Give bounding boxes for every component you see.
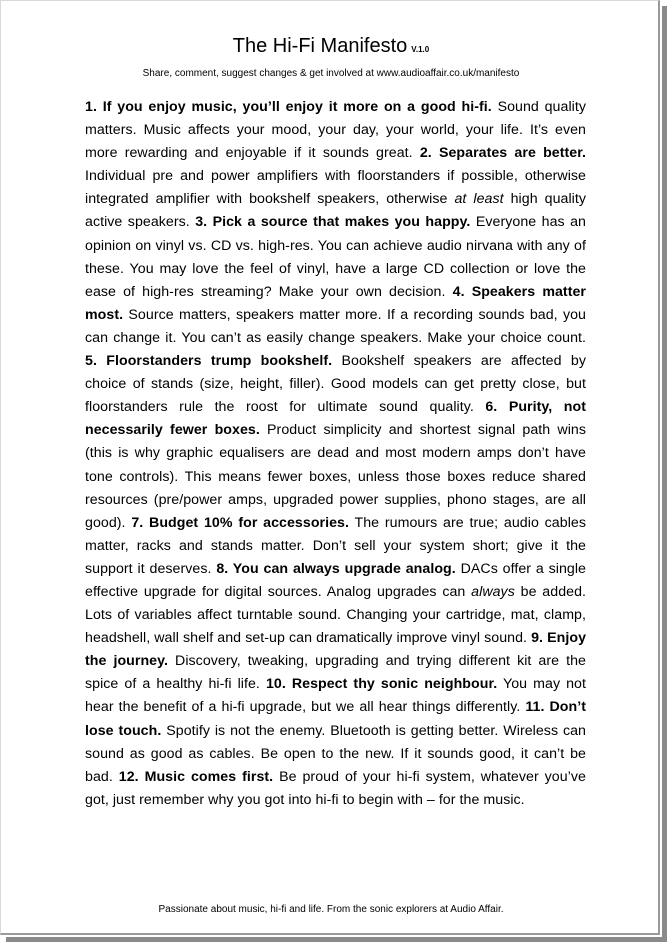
principle-6-text: Product simplicity and shortest signal path wins (this is why graphic equalisers are dead and most modern amps don’t have tone controls). This means fewer boxes, unless those boxes reduce shared resources (pre/power amps, upgraded power supplies, phono stages, are all good). [85, 422, 587, 531]
principle-2-heading: 2. Separates are better. [419, 145, 587, 162]
principle-11-heading: 11. Don’t lose touch. [85, 699, 586, 739]
principle-7-heading: 7. Budget 10% for accessories. [131, 514, 349, 531]
version-label: V.1.0 [411, 45, 430, 54]
principle-2-text-before: Individual pre and power amplifiers with floorstanders if possible, otherwise integrated amplifier with bookshelf speakers, otherwise [85, 168, 586, 208]
principle-6-heading: 6. Purity, not necessarily fewer boxes. [85, 399, 586, 439]
title-text: The Hi-Fi Manifesto [232, 35, 408, 57]
principle-4-text: Source matters, speakers matter more. If a recording sounds bad, you can change it. You can’t as easily change speakers. Make your choice count. [85, 306, 586, 346]
principle-9-text: Discovery, tweaking, upgrading and trying different kit are the spice of a healthy hi-fi life. [85, 653, 586, 693]
page-shadow-right [662, 6, 667, 941]
principle-12-text: Be proud of your hi-fi system, whatever you’ve got, just remember why you got into hi-fi to begin with – for the music. [85, 768, 586, 808]
principle-12-heading: 12. Music comes first. [118, 768, 274, 785]
principle-7-text: The rumours are true; audio cables matter, racks and stands matter. Don’t sell your system short; give it the support it deserves. [85, 514, 586, 577]
principle-10-text: You may not hear the benefit of a hi-fi upgrade, but we all hear things differently. [85, 676, 586, 716]
principle-2-text-after: high quality active speakers. [85, 191, 586, 231]
principle-4-heading: 4. Speakers matter most. [85, 283, 586, 323]
principle-8-text-before: DACs offer a single effective upgrade for digital sources. Analog upgrades can [85, 560, 587, 600]
principle-10-heading: 10. Respect thy sonic neighbour. [265, 676, 498, 693]
document-footer: Passionate about music, hi-fi and life. From the sonic explorers at Audio Affair. [158, 904, 504, 915]
principle-8-heading: 8. You can always upgrade analog. [216, 560, 456, 577]
principle-1-text: Sound quality matters. Music affects your mood, your day, your world, your life. It’s even more rewarding and enjoyable if it sounds great. [85, 99, 586, 162]
principle-3-heading: 3. Pick a source that makes you happy. [195, 214, 471, 231]
document-title [1, 34, 661, 62]
principle-1-heading: 1. If you enjoy music, you’ll enjoy it more on a good hi-fi. [85, 99, 492, 115]
principle-11-text: Spotify is not the enemy. Bluetooth is getting better. Wireless can sound as good as cables. Be open to the new. If it sounds good, it can’t be bad. [85, 722, 587, 785]
principle-3-text: Everyone has an opinion on vinyl vs. CD vs. high-res. You can achieve audio nirvana with any of these. You may love the feel of vinyl, have a large CD collection or love the ease of high-res streaming? Make your own decision. [85, 214, 586, 300]
principle-8-emphasis: always [471, 583, 515, 600]
page-shadow-bottom [6, 937, 667, 942]
principle-5-text: Bookshelf speakers are affected by choice of stands (size, height, filler). Good models can get pretty close, but floorstanders rule the roost for ultimate sound quality. [85, 353, 586, 416]
principle-8-text-after: be added. Lots of variables affect turntable sound. Changing your cartridge, mat, clamp, headshell, wall shelf and set-up can dramatically improve vinyl sound. [85, 583, 587, 647]
principle-5-heading: 5. Floorstanders trump bookshelf. [85, 353, 333, 370]
document-subtitle: Share, comment, suggest changes & get involved at www.audioaffair.co.uk/manifesto [142, 68, 520, 79]
principle-2-emphasis: at least [454, 191, 504, 208]
manifesto-body [85, 96, 586, 812]
principle-9-heading: 9. Enjoy the journey. [85, 630, 587, 670]
